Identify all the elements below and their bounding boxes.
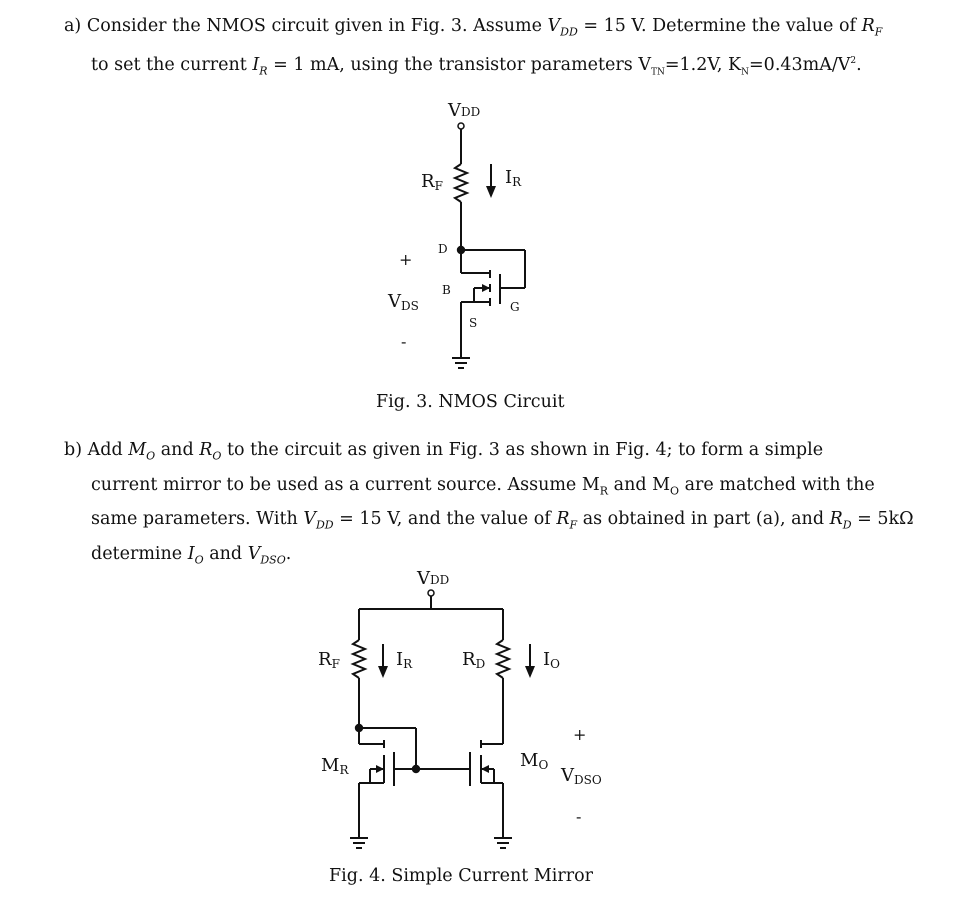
fig3-ir-label: IR [505,167,522,189]
fig4-minus: - [576,807,582,826]
fig4-ir-arrowhead [378,666,388,678]
fig3-ir-arrowhead [486,186,496,198]
fig3-vdd-terminal [458,123,464,129]
fig4-io-label: IO [543,649,560,671]
fig4-vdso-label: VDSO [561,765,602,787]
part-a-line-2: to set the current $I_R = 1$ mA, using the transistor parameters $V_{TN}=1.2V$, $K_N=0.43mA/V^2$. [91,54,862,77]
part-b-line-2: current mirror to be used as a current source. Assume $M_R$ and $M_O$ are matched with the [91,474,875,497]
fig3-s-label: S [469,316,478,330]
fig4-mo-label: MO [520,750,549,772]
fig4-node-gates [413,766,419,772]
fig3-wires [452,123,525,368]
fig4-mo-body-arrowhead [481,765,489,773]
fig4-rf-resistor [353,640,365,678]
fig3-vdd-label: VDD [448,100,481,121]
fig4-vdd-label: VDD [417,568,450,589]
fig3-d-label: D [438,242,448,256]
part-b-line-4: determine $I_O$ and $V_{DSO}$. [91,543,292,566]
fig3-plus: + [399,250,413,269]
fig4-mr-label: MR [321,755,349,777]
fig3-vds-label: VDS [388,291,419,313]
fig4-rf-label: RF [318,649,340,671]
fig3-g-label: G [510,300,520,314]
fig3-minus: - [401,332,407,351]
fig4-vdd-terminal [428,590,434,596]
fig4-plus: + [573,725,587,744]
fig4-rd-resistor [497,640,509,678]
part-b-text [64,436,914,574]
fig3-rf-resistor [455,164,467,202]
part-a-line-1: a) Consider the NMOS circuit given in Fig. 3. Assume $V_{DD} = 15$ V. Determine the value of $R_F$ [64,16,883,39]
fig3-rf-label: RF [421,171,443,193]
fig3-caption: Fig. 3. NMOS Circuit [376,392,565,412]
fig3-body-arrowhead [482,284,490,292]
fig3-node-d [458,247,464,253]
part-b-line-1: b) Add $M_O$ and $R_O$ to the circuit as given in Fig. 3 as shown in Fig. 4; to form a simple [64,440,824,463]
fig4-caption: Fig. 4. Simple Current Mirror [329,866,593,886]
part-a-text [64,12,882,86]
fig4-io-arrowhead [525,666,535,678]
fig3-b-label: B [442,283,451,297]
fig4-node-drain-mr [356,725,362,731]
fig4-ir-label: IR [396,649,413,671]
part-b-line-3: same parameters. With $V_{DD} = 15$ V, and the value of $R_F$ as obtained in part (a), and $R_D = 5k\Omega$ [91,509,914,532]
fig4-mr-body-arrowhead [376,765,384,773]
fig4-rd-label: RD [462,649,486,671]
fig4-wires [350,590,530,848]
